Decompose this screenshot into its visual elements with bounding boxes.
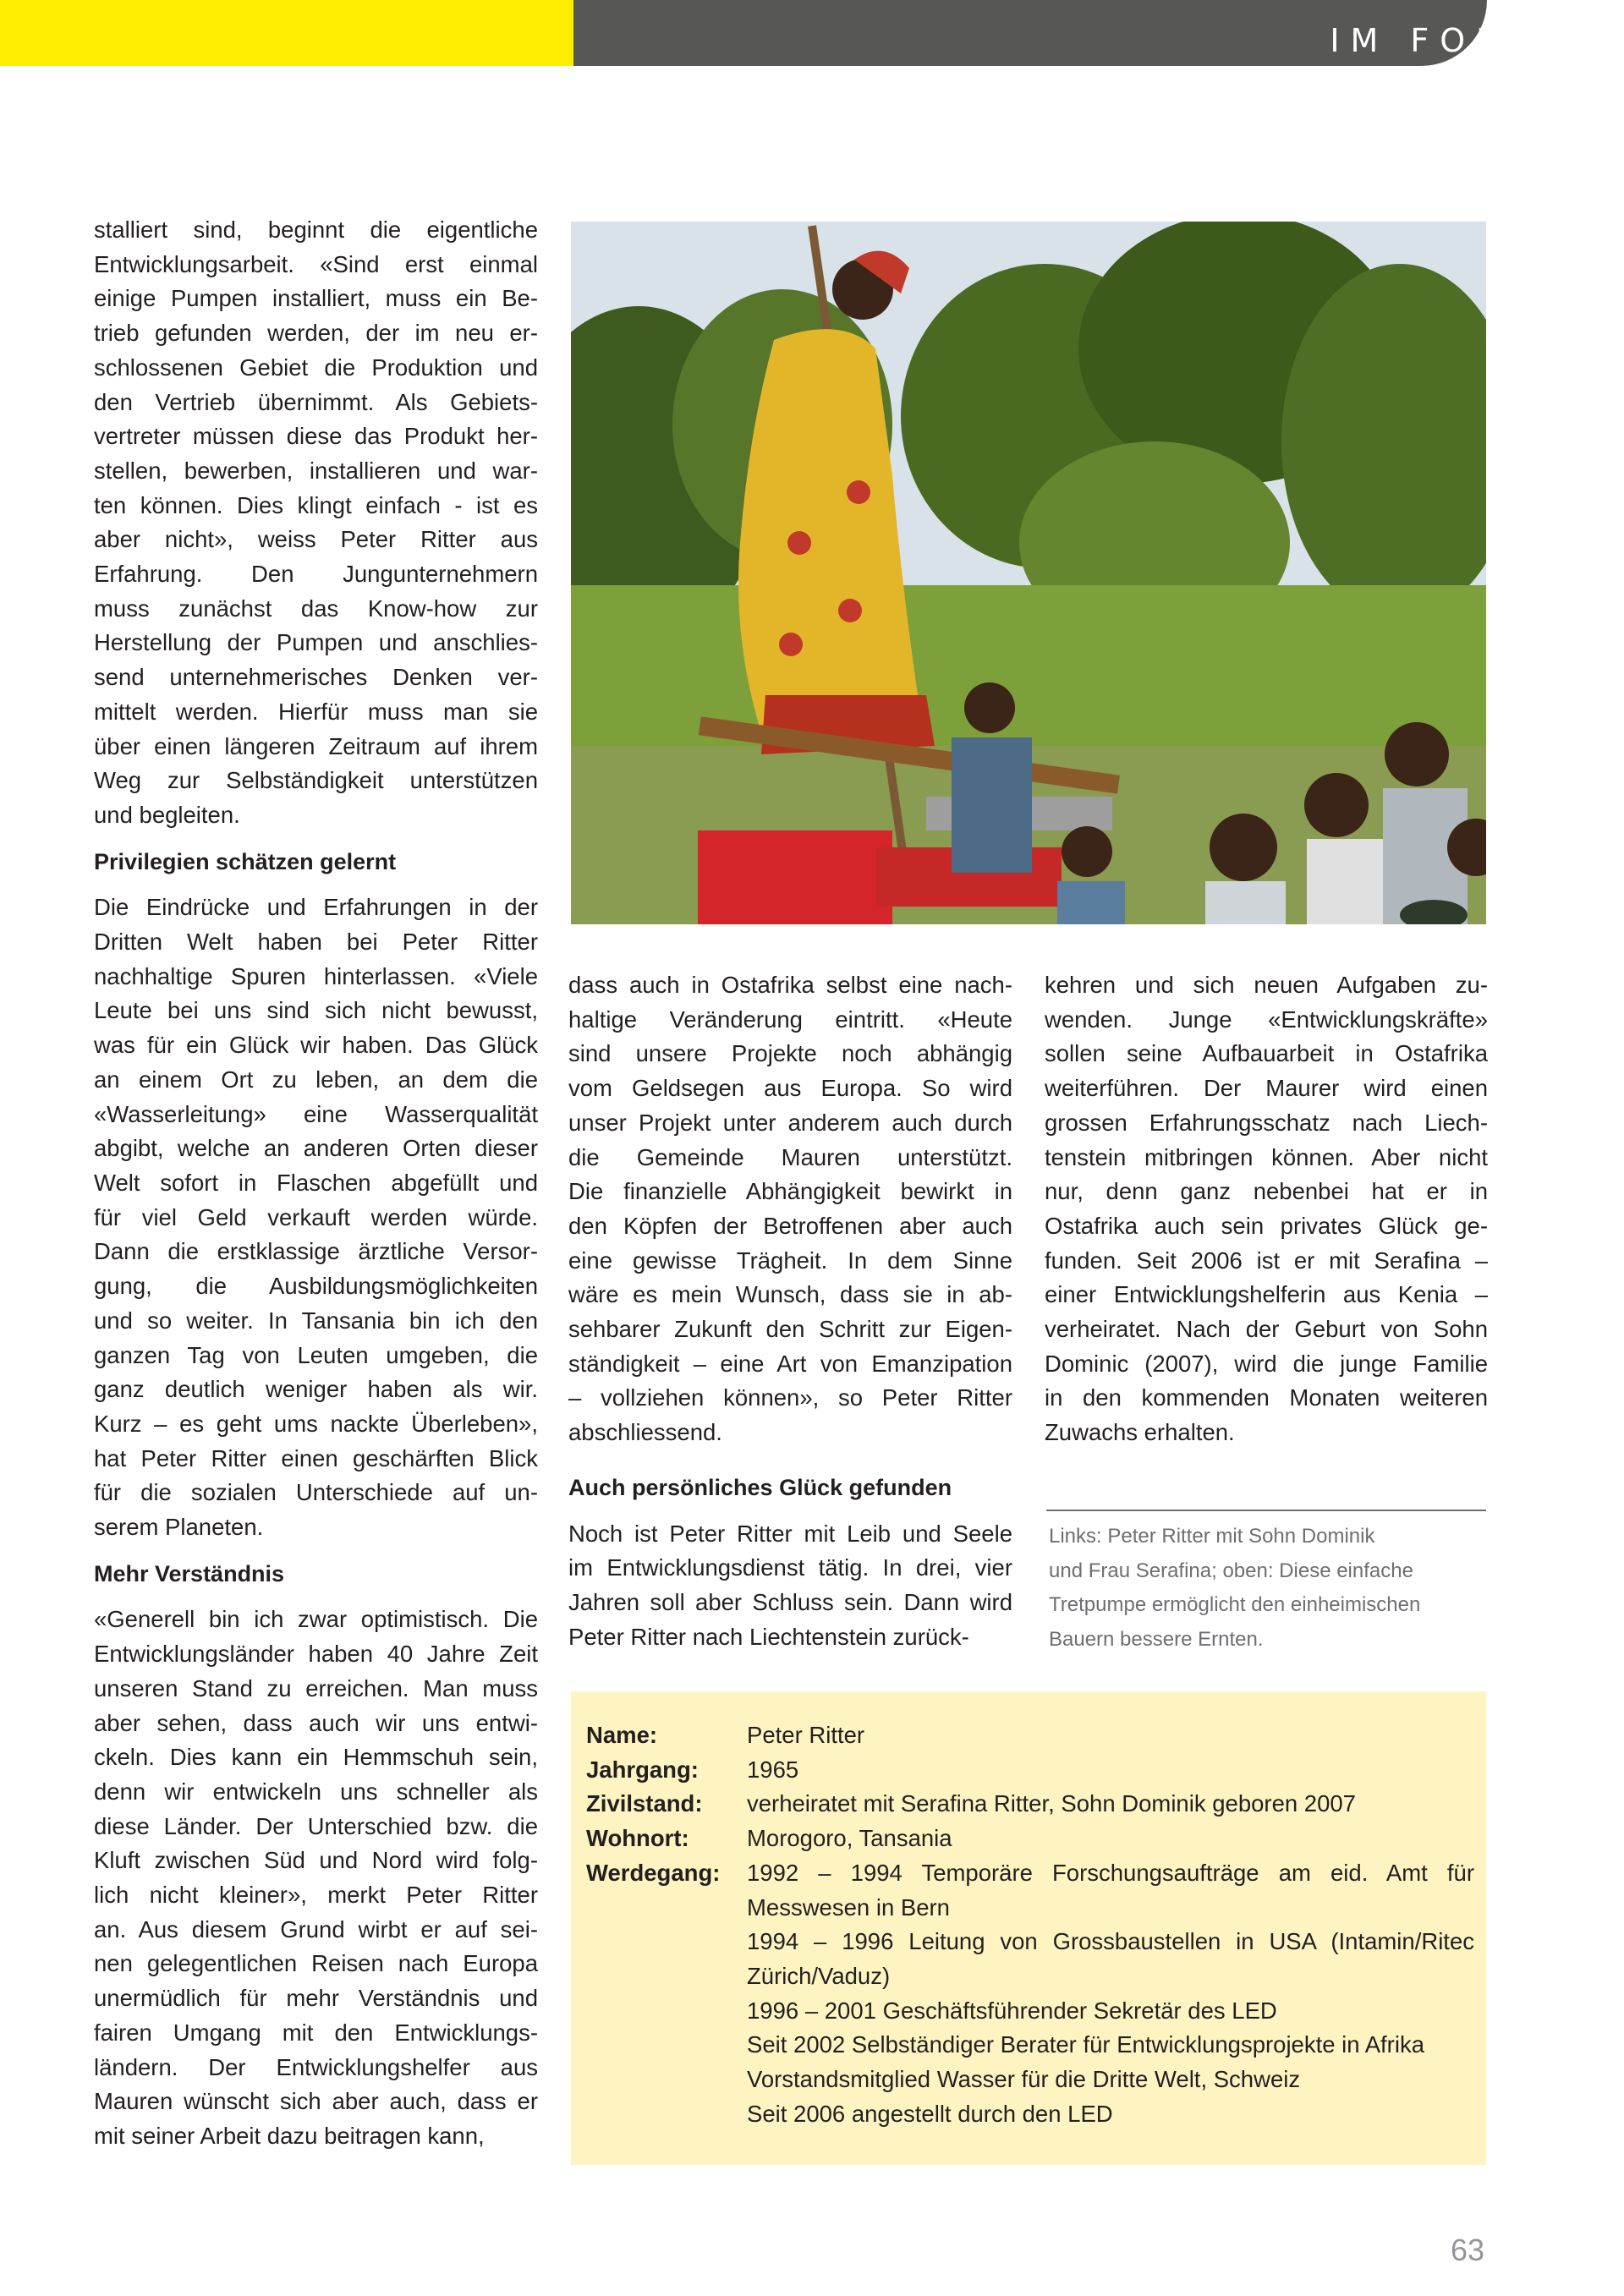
- text-line: sind unsere Projekte noch abhängig: [568, 1040, 1012, 1067]
- paragraph-ostafrika: [568, 968, 1012, 1450]
- photo-treadle-pump: [571, 222, 1486, 924]
- text-line: Die finanzielle Abhängigkeit bewirkt in: [568, 1178, 1012, 1205]
- subheading-privilegien: Privilegien schätzen gelernt: [94, 848, 397, 874]
- text-line: abschliessend.: [568, 1419, 722, 1446]
- text-line: Mauren wünscht sich aber auch, dass er: [94, 2088, 538, 2115]
- text-line: Links: Peter Ritter mit Sohn Dominik: [1049, 1525, 1375, 1548]
- text-line: funden. Seit 2006 ist er mit Serafina –: [1045, 1247, 1488, 1274]
- paragraph-glueck: [568, 1517, 1012, 1655]
- text-line: mit seiner Arbeit dazu beitragen kann,: [94, 2122, 485, 2149]
- paragraph-zurueckkehren: [1045, 968, 1488, 1450]
- text-line: lich nicht kleiner», merkt Peter Ritter: [94, 1882, 538, 1909]
- paragraph-privilegien: [94, 890, 538, 1544]
- text-line: Dann die erstklassige ärztliche Versor-: [94, 1238, 538, 1265]
- text-line: die Gemeinde Mauren unterstützt.: [568, 1143, 1012, 1170]
- text-line: denn wir entwickeln uns schneller als: [94, 1778, 538, 1805]
- photo-caption: [1049, 1520, 1489, 1657]
- text-line: weiterführen. Der Maurer wird einen: [1045, 1075, 1488, 1102]
- article-column-3: [1045, 968, 1488, 1450]
- text-line: Seit 2006 angestellt durch den LED: [747, 2100, 1113, 2127]
- text-line: Zuwachs erhalten.: [1045, 1419, 1235, 1446]
- text-line: unser Projekt unter anderem auch durch: [568, 1109, 1012, 1136]
- text-line: Kurz – es geht ums nackte Überleben»,: [94, 1410, 538, 1437]
- text-line: aber sehen, dass auch wir uns entwi-: [94, 1709, 538, 1736]
- text-line: im Entwicklungsdienst tätig. In drei, vier: [568, 1554, 1012, 1581]
- text-line: ganzen Tag von Leuten umgeben, die: [94, 1341, 538, 1368]
- text-line: verheiratet mit Serafina Ritter, Sohn Dominik geboren 2007: [747, 1790, 1356, 1817]
- text-line: Tretpumpe ermöglicht den einheimischen: [1049, 1593, 1421, 1616]
- text-line: stellen, bewerben, installieren und war-: [94, 457, 538, 484]
- info-label: Zivilstand:: [586, 1790, 703, 1817]
- text-line: Welt sofort in Flaschen abgefüllt und: [94, 1169, 538, 1196]
- text-line: nachhaltige Spuren hinterlassen. «Viele: [94, 962, 538, 989]
- text-line: wäre es mein Wunsch, dass sie in ab-: [568, 1281, 1012, 1308]
- info-value: [747, 1718, 1474, 1753]
- text-line: Seit 2002 Selbständiger Berater für Entwicklungsprojekte in Afrika: [747, 2031, 1424, 2058]
- text-line: für die sozialen Unterschiede auf un-: [94, 1479, 538, 1506]
- text-line: trieb gefunden werden, der im neu er-: [94, 320, 538, 347]
- text-line: gung, die Ausbildungsmöglichkeiten: [94, 1273, 538, 1300]
- text-line: tenstein mitbringen können. Aber nicht: [1045, 1143, 1488, 1170]
- text-line: in den kommenden Monaten weiteren: [1045, 1384, 1488, 1411]
- photo-illustration: [571, 222, 1486, 924]
- text-line: 1994 – 1996 Leitung von Grossbaustellen in USA (Intamin/Ritec: [747, 1928, 1474, 1955]
- text-line: Bauern bessere Ernten.: [1049, 1627, 1264, 1651]
- text-line: nur, denn ganz nebenbei hat er in: [1045, 1178, 1488, 1205]
- text-line: grossen Erfahrungsschatz nach Liech-: [1045, 1109, 1488, 1136]
- text-line: 1965: [747, 1756, 799, 1783]
- text-line: Morogoro, Tansania: [747, 1825, 952, 1852]
- text-line: Kluft zwischen Süd und Nord wird folg-: [94, 1847, 538, 1874]
- text-line: 1996 – 2001 Geschäftsführender Sekretär des LED: [747, 1997, 1277, 2024]
- text-line: «Wasserleitung» eine Wasserqualität: [94, 1100, 538, 1127]
- text-line: dass auch in Ostafrika selbst eine nach-: [568, 972, 1012, 998]
- text-line: sollen seine Aufbauarbeit in Ostafrika: [1045, 1040, 1488, 1067]
- text-line: schlossenen Gebiet die Produktion und: [94, 353, 538, 381]
- profile-infobox: [571, 1691, 1486, 2165]
- subheading-verstaendnis: Mehr Verständnis: [94, 1560, 285, 1586]
- info-value-werdegang: [747, 1856, 1474, 2132]
- subheading-glueck: Auch persönliches Glück gefunden: [568, 1474, 952, 1500]
- text-line: eine gewisse Trägheit. In dem Sinne: [568, 1247, 1012, 1274]
- text-line: diese Länder. Der Unterschied bzw. die: [94, 1812, 538, 1839]
- text-line: nen gelegentlichen Reisen nach Europa: [94, 1950, 538, 1977]
- text-line: hat Peter Ritter einen geschärften Blick: [94, 1444, 538, 1471]
- info-label: Name:: [586, 1722, 658, 1748]
- text-line: für viel Geld verkauft werden würde.: [94, 1203, 538, 1230]
- info-value: [747, 1753, 1474, 1788]
- text-line: Entwicklungsländer haben 40 Jahre Zeit: [94, 1641, 538, 1668]
- text-line: an. Aus diesem Grund wirbt er auf sei-: [94, 1915, 538, 1943]
- text-line: Dritten Welt haben bei Peter Ritter: [94, 929, 538, 956]
- info-label: Jahrgang:: [586, 1756, 699, 1783]
- text-line: Dominic (2007), wird die junge Familie: [1045, 1350, 1488, 1377]
- paragraph-intro: [94, 213, 538, 833]
- text-line: einige Pumpen installiert, muss ein Be-: [94, 285, 538, 312]
- text-line: mittelt werden. Hierfür muss man sie: [94, 698, 538, 725]
- text-line: verheiratet. Nach der Geburt von Sohn: [1045, 1316, 1488, 1343]
- text-line: Entwicklungsarbeit. «Sind erst einmal: [94, 250, 538, 277]
- text-line: fairen Umgang mit den Entwicklungs-: [94, 2019, 538, 2046]
- info-value: [747, 1787, 1474, 1822]
- text-line: Ostafrika auch sein privates Glück ge-: [1045, 1212, 1488, 1239]
- text-line: ländern. Der Entwicklungshelfer aus: [94, 2053, 538, 2080]
- text-line: stalliert sind, beginnt die eigentliche: [94, 216, 538, 243]
- article-column-1: [94, 213, 538, 2154]
- text-line: ckeln. Dies kann ein Hemmschuh sein,: [94, 1744, 538, 1771]
- text-line: 1992 – 1994 Temporäre Forschungsaufträge am eid. Amt für: [747, 1859, 1474, 1886]
- header-yellow-band: [0, 0, 573, 66]
- text-line: unermüdlich für mehr Verständnis und: [94, 1985, 538, 2012]
- text-line: vom Geldsegen aus Europa. So wird: [568, 1075, 1012, 1102]
- text-line: abgibt, welche an anderen Orten dieser: [94, 1135, 538, 1162]
- text-line: sehbarer Zukunft den Schritt zur Eigen-: [568, 1316, 1012, 1343]
- text-line: wenden. Junge «Entwicklungskräfte»: [1045, 1006, 1488, 1033]
- text-line: «Generell bin ich zwar optimistisch. Die: [94, 1606, 538, 1633]
- text-line: und so weiter. In Tansania bin ich den: [94, 1307, 538, 1334]
- text-line: Messwesen in Bern: [747, 1893, 950, 1921]
- info-label: Werdegang:: [586, 1859, 721, 1886]
- text-line: Erfahrung. Den Jungunternehmern: [94, 561, 538, 588]
- text-line: – vollziehen können», so Peter Ritter: [568, 1384, 1012, 1411]
- text-line: und Frau Serafina; oben: Diese einfache: [1049, 1559, 1413, 1582]
- text-line: ten können. Dies klingt einfach - ist es: [94, 491, 538, 518]
- text-line: aber nicht», weiss Peter Ritter aus: [94, 526, 538, 553]
- text-line: serem Planeten.: [94, 1514, 264, 1541]
- text-line: Noch ist Peter Ritter mit Leib und Seele: [568, 1520, 1012, 1547]
- info-label: Wohnort:: [586, 1825, 689, 1852]
- text-line: den Köpfen der Betroffenen aber auch: [568, 1212, 1012, 1239]
- text-line: Leute bei uns sind sich nicht bewusst,: [94, 997, 538, 1024]
- text-line: Jahren soll aber Schluss sein. Dann wird: [568, 1588, 1012, 1615]
- text-line: Vorstandsmitglied Wasser für die Dritte Welt, Schweiz: [747, 2066, 1301, 2093]
- text-line: einer Entwicklungshelferin aus Kenia –: [1045, 1281, 1488, 1308]
- text-line: haltige Veränderung eintritt. «Heute: [568, 1006, 1012, 1033]
- article-column-2: [568, 968, 1012, 1654]
- text-line: ganz deutlich weniger haben als wir.: [94, 1376, 538, 1403]
- text-line: muss zunächst das Know-how zur: [94, 595, 538, 622]
- text-line: send unternehmerisches Denken ver-: [94, 664, 538, 691]
- text-line: Zürich/Vaduz): [747, 1962, 891, 1989]
- text-line: Peter Ritter nach Liechtenstein zurück-: [568, 1623, 969, 1650]
- text-line: Die Eindrücke und Erfahrungen in der: [94, 894, 538, 921]
- text-line: ständigkeit – eine Art von Emanzipation: [568, 1350, 1012, 1377]
- text-line: den Vertrieb übernimmt. Als Gebiets-: [94, 388, 538, 415]
- text-line: kehren und sich neuen Aufgaben zu-: [1045, 972, 1488, 998]
- text-line: und begleiten.: [94, 801, 240, 828]
- text-line: Herstellung der Pumpen und anschlies-: [94, 629, 538, 656]
- info-value: [747, 1822, 1474, 1856]
- paragraph-verstaendnis: [94, 1603, 538, 2153]
- page-number: 63: [1450, 2233, 1484, 2267]
- text-line: was für ein Glück wir haben. Das Glück: [94, 1032, 538, 1059]
- text-line: an einem Ort zu leben, an dem die: [94, 1066, 538, 1093]
- text-line: über einen längeren Zeitraum auf ihrem: [94, 732, 538, 759]
- text-line: Peter Ritter: [747, 1722, 865, 1748]
- text-line: vertreter müssen diese das Produkt her-: [94, 423, 538, 450]
- text-line: Weg zur Selbständigkeit unterstützen: [94, 767, 538, 794]
- section-label: IM FOKUS: [1330, 22, 1573, 59]
- text-line: unseren Stand zu erreichen. Man muss: [94, 1674, 538, 1701]
- caption-divider: [1046, 1510, 1486, 1511]
